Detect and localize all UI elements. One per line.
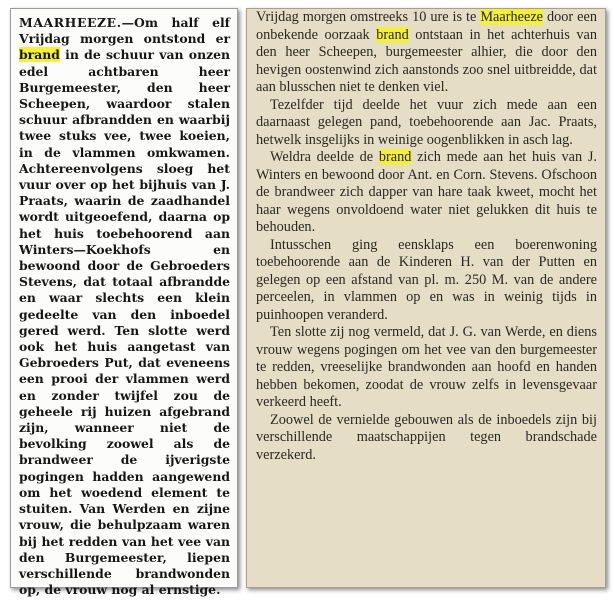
highlighted-term: brand <box>378 149 412 165</box>
text-run: ontstaan in het achterhuis van den heer Scheepen, burgemeester alhier, die door den hevigen oostenwind zich aanstonds zoo snel uitbreidde, dat aan blusschen niet te denken viel. <box>256 26 597 95</box>
highlighted-term: Maarheeze <box>480 9 544 25</box>
text-run: zich mede aan het huis van J. Winters en bewoond door Ant. en Corn. Stevens. Ofschoon de brandweer zich dapper van hare taak kweet, mocht het haar wegens onvoldoend water niet gelukken dit huis te behouden. <box>256 149 597 235</box>
article-paragraph-5: Ten slotte zij nog vermeld, dat J. G. van Werde, en diens vrouw wegens pogingen om het vee van den burgemeester te redden, vreeselijke brandwonden aan hoofd en handen hebben bekomen, zoodat de vrouw zelfs in levensgevaar verkeerd heeft. <box>256 324 597 410</box>
place-name: MAARHEEZE. <box>19 15 122 30</box>
text-run: Vrijdag morgen omstreeks 10 ure is te <box>256 9 481 25</box>
text-run: Weldra deelde de <box>270 149 379 165</box>
article-paragraph-3 <box>256 149 597 237</box>
article-paragraph-1 <box>256 9 597 97</box>
article-paragraph-2: Tezelfder tijd deelde het vuur zich mede aan een daarnaast gelegen pand, toebehoorende aan Jac. Praats, hetwelk insgelijks in weinige oogenblikken in asch lag. <box>256 96 597 148</box>
text-run: in de schuur van onzen edel achtbaren heer Burgemeester, den heer Scheepen, waardoor stalen schuur afbrandden en waarbij twee stuks vee, twee koeien, in de vlammen omkwamen. Achtereenvolgens sloeg het vuur over op het bijhuis van J. Praats, waarin de zaadhandel wordt uitgeoefend, daarna op het huis toebehoorend aan Winters—Koekhofs en bewoond door de Gebroeders Stevens, dat totaal afbrandde en waar slechts een klein gedeelte van den inboedel gered werd. Ten slotte werd ook het huis aangetast van Gebroeders Put, dat eveneens een prooi der vlammen werd en zonder twijfel zou de geheele rij huizen afgebrand zijn, wanneer niet de bevolking zoowel als de brandweer de ijverigste pogingen hadden aangewend om het woedend element te stuiten. Van Werden en zijne vrouw, die behulpzaam waren bij het redden van het vee van den Burgemeester, liepen verschillende brandwonden op, de vrouw nog al ernstige. <box>19 47 230 598</box>
text-run: door een onbekende oorzaak <box>256 9 597 43</box>
left-article-paragraph <box>19 15 230 598</box>
right-newspaper-clipping <box>246 8 606 588</box>
left-newspaper-clipping <box>10 8 238 598</box>
right-article-text <box>256 9 597 464</box>
text-run: —Om half elf Vrijdag morgen ontstond er <box>19 15 230 47</box>
highlighted-term: brand <box>376 26 409 43</box>
left-article-text <box>19 15 230 598</box>
highlighted-term: brand <box>19 47 60 63</box>
article-paragraph-6: Zoowel de vernielde gebouwen als de inboedels zijn bij verschillende maatschappijen tegen brandschade verzekerd. <box>256 411 597 463</box>
article-paragraph-4: Intusschen ging eensklaps een boerenwoning toebehoorende aan de Kinderen H. van der Putten en gelegen op een afstand van pl. m. 250 M. van de andere perceelen, in vlammen op en was in weinig tijds in puinhoopen veranderd. <box>256 236 597 323</box>
